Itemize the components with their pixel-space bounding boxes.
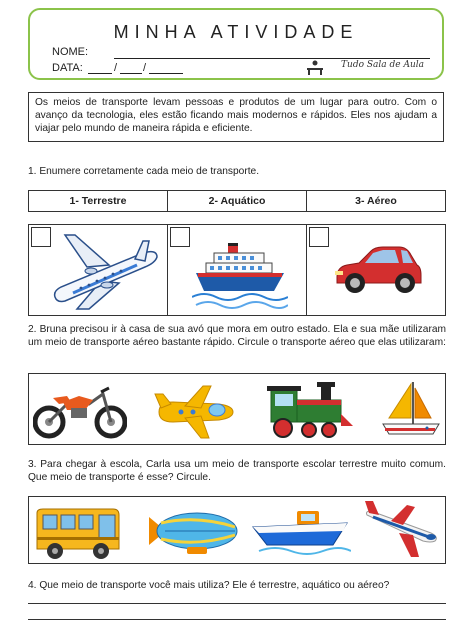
sailboat-icon[interactable]	[379, 378, 443, 440]
airplane-icon	[47, 231, 161, 313]
ship-icon	[192, 239, 288, 311]
bus-icon[interactable]	[33, 505, 123, 561]
blimp-icon[interactable]	[145, 507, 241, 557]
classification-table-header	[28, 190, 446, 212]
question-1: 1. Enumere corretamente cada meio de transporte.	[28, 166, 260, 177]
date-slash: /	[143, 62, 147, 74]
car-icon	[333, 241, 423, 297]
name-label: NOME:	[52, 46, 89, 58]
train-icon[interactable]	[265, 380, 355, 442]
speedboat-icon[interactable]	[251, 505, 351, 559]
header-box	[28, 8, 444, 80]
signature-logo: Tudo Sala de Aula	[341, 60, 424, 70]
image-cell-ship	[168, 225, 307, 315]
column-terrestre: 1- Terrestre	[29, 191, 168, 211]
answer-box-ship[interactable]	[170, 227, 190, 247]
date-year-field[interactable]	[149, 73, 183, 74]
airplane-icon[interactable]	[361, 499, 443, 561]
column-aquatico: 2- Aquático	[168, 191, 307, 211]
question-3-images	[28, 496, 446, 564]
date-slash: /	[114, 62, 118, 74]
date-day-field[interactable]	[88, 73, 112, 74]
answer-box-car[interactable]	[309, 227, 329, 247]
question-3: 3. Para chegar à escola, Carla usa um meio de transporte escolar terrestre muito comum. Que meio de transporte é esse? Circule.	[28, 459, 446, 483]
name-field[interactable]	[114, 58, 430, 59]
question-2: 2. Bruna precisou ir à casa de sua avó que mora em outro estado. Ela e sua mãe utilizaram um meio de transporte aéreo bastante rápido. Circule o transporte aéreo que elas utilizaram:	[28, 324, 446, 348]
date-label: DATA:	[52, 62, 83, 74]
question-2-images	[28, 373, 446, 445]
image-cell-car	[307, 225, 445, 315]
answer-line-1[interactable]	[28, 603, 446, 604]
motorcycle-icon[interactable]	[33, 384, 127, 440]
question-4: 4. Que meio de transporte você mais utiliza? Ele é terrestre, aquático ou aéreo?	[28, 580, 390, 591]
column-aereo: 3- Aéreo	[355, 195, 397, 207]
teacher-desk-icon	[306, 60, 324, 76]
intro-text: Os meios de transporte levam pessoas e produtos de um lugar para outro. Com o avanço da tecnologia, eles estão ficando mais modernos e rápidos. Eles nos ajudam a viajar pelo mundo de maneira rápida e eficiente.	[28, 92, 444, 142]
page-title: MINHA ATIVIDADE	[113, 22, 359, 42]
answer-line-2[interactable]	[28, 619, 446, 620]
toy-plane-icon[interactable]	[151, 382, 237, 440]
question-1-images	[28, 224, 446, 316]
date-month-field[interactable]	[120, 73, 142, 74]
image-cell-airplane	[29, 225, 168, 315]
